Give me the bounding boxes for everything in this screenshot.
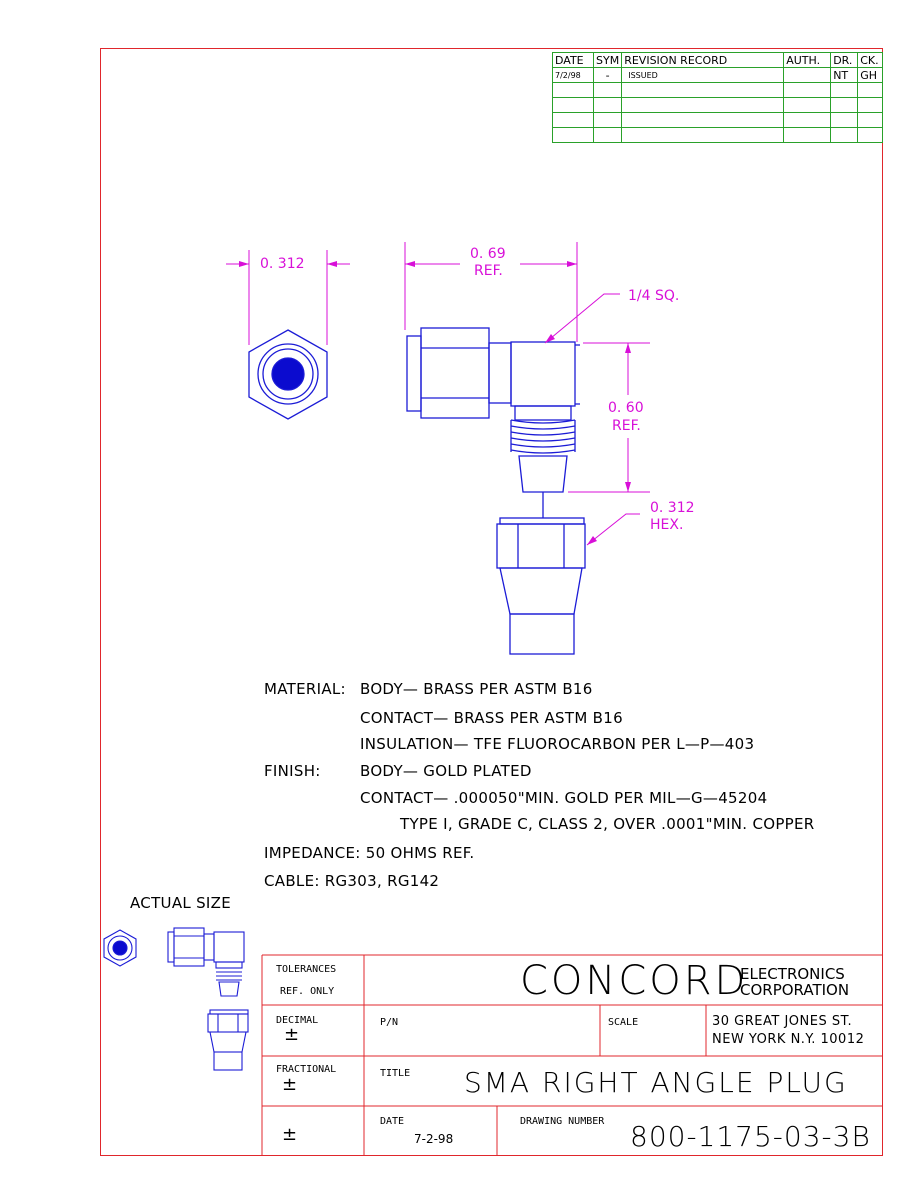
side-view-body xyxy=(407,328,585,654)
actual-size-label: ACTUAL SIZE xyxy=(130,894,231,912)
thread-section xyxy=(511,420,575,453)
rev-col-record: REVISION RECORD xyxy=(622,53,784,68)
dim-square: 1/4 SQ. xyxy=(628,288,680,304)
drawing-title: SMA RIGHT ANGLE PLUG xyxy=(464,1066,848,1099)
dim-length-value: 0. 69 xyxy=(470,246,506,262)
title-label: TITLE xyxy=(380,1068,411,1079)
material-body: BODY— BRASS PER ASTM B16 xyxy=(360,680,593,698)
finish-label: FINISH: xyxy=(264,762,321,780)
rev-col-ck: CK. xyxy=(858,53,883,68)
company-sub2: CORPORATION xyxy=(740,981,850,999)
drawing-number: 800-1175-03-3B xyxy=(630,1120,871,1153)
rev-col-dr: DR. xyxy=(831,53,858,68)
ref-only-label: REF. ONLY xyxy=(280,986,335,997)
drawing-number-label: DRAWING NUMBER xyxy=(520,1116,605,1127)
dim-hex-value: 0. 312 xyxy=(650,500,695,516)
rev-col-date: DATE xyxy=(553,53,594,68)
date-value: 7-2-98 xyxy=(414,1132,454,1146)
date-label: DATE xyxy=(380,1116,405,1127)
dim-hex-width: 0. 312 xyxy=(260,256,305,272)
dim-height-value: 0. 60 xyxy=(608,400,644,416)
fractional-plus-minus: ± xyxy=(282,1074,298,1095)
tolerance-plus-minus: ± xyxy=(282,1124,298,1145)
company-name: CONCORD xyxy=(520,958,749,1004)
decimal-plus-minus: ± xyxy=(284,1024,300,1045)
dim-hex-label: HEX. xyxy=(650,517,684,533)
dim-length-ref: REF. xyxy=(474,263,503,279)
dim-height-ref: REF. xyxy=(612,418,641,434)
end-view-hex xyxy=(249,330,327,419)
address-line-1: 30 GREAT JONES ST. xyxy=(712,1014,853,1029)
finish-contact: CONTACT— .000050"MIN. GOLD PER MIL—G—45204 xyxy=(360,789,768,807)
rev-cell: GH xyxy=(858,68,883,83)
pn-label: P/N xyxy=(380,1017,399,1028)
rev-cell: - xyxy=(594,68,622,83)
impedance: IMPEDANCE: 50 OHMS REF. xyxy=(264,844,475,862)
material-insulation: INSULATION— TFE FLUOROCARBON PER L—P—403 xyxy=(360,735,755,753)
cable: CABLE: RG303, RG142 xyxy=(264,872,440,890)
decimal-label: DECIMAL xyxy=(276,1015,319,1026)
tolerances-label: TOLERANCES xyxy=(276,964,337,975)
finish-type: TYPE I, GRADE C, CLASS 2, OVER .0001"MIN. COPPER xyxy=(400,815,815,833)
dimension-lines xyxy=(226,242,650,545)
rev-cell: ISSUED xyxy=(622,68,784,83)
finish-body: BODY— GOLD PLATED xyxy=(360,762,532,780)
scale-label: SCALE xyxy=(608,1017,639,1028)
rev-cell: NT xyxy=(831,68,858,83)
address-line-2: NEW YORK N.Y. 10012 xyxy=(712,1032,865,1047)
material-label: MATERIAL: xyxy=(264,680,346,698)
rev-col-sym: SYM xyxy=(594,53,622,68)
rev-cell: 7/2/98 xyxy=(553,68,594,83)
company-sub1: ELECTRONICS xyxy=(740,965,845,983)
actual-size-views xyxy=(104,928,248,1070)
fractional-label: FRACTIONAL xyxy=(276,1064,337,1075)
material-contact: CONTACT— BRASS PER ASTM B16 xyxy=(360,709,623,727)
rev-col-auth: AUTH. xyxy=(784,53,831,68)
